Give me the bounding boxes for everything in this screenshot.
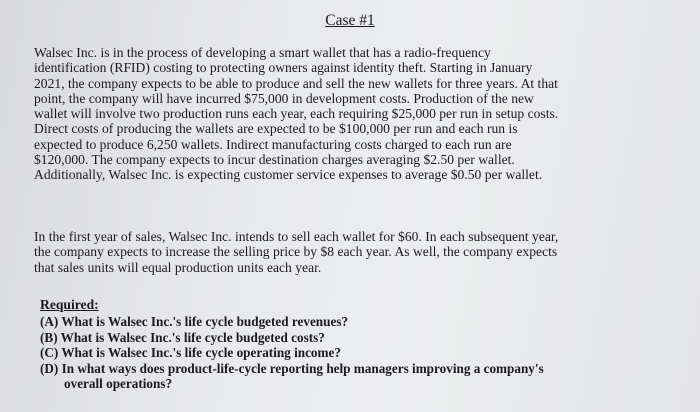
case-title: Case #1 (325, 12, 375, 29)
question-b: (B) What is Walsec Inc.'s life cycle budgeted costs? (40, 329, 325, 345)
question-d: (D) In what ways does product-life-cycle reporting help managers improving a company's (40, 360, 544, 376)
paragraph-line: Direct costs of producing the wallets are expected to be $100,000 per run and each run is (34, 121, 518, 137)
paragraph-line: In the first year of sales, Walsec Inc. intends to sell each wallet for $60. In each subsequent year, (34, 229, 559, 244)
paragraph-line: 2021, the company expects to be able to produce and sell the new wallets for three years. At that (34, 75, 558, 91)
paragraph-line: identification (RFID) costing to protecting owners against identity theft. Starting in January (34, 60, 533, 76)
paragraph-line: Additionally, Walsec Inc. is expecting customer service expenses to average $0.50 per wallet. (34, 167, 543, 183)
pricing-paragraph (34, 229, 674, 275)
question-d-continuation: overall operations? (64, 376, 173, 392)
paragraph-line: the company expects to increase the selling price by $8 each year. As well, the company expects (34, 244, 558, 260)
required-questions-list (40, 314, 680, 392)
question-c: (C) What is Walsec Inc.'s life cycle operating income? (40, 345, 341, 361)
paragraph-line: expected to produce 6,250 wallets. Indirect manufacturing costs charged to each run are (34, 136, 512, 152)
required-heading: Required: (40, 297, 99, 312)
question-a: (A) What is Walsec Inc.'s life cycle budgeted revenues? (40, 314, 349, 329)
paragraph-line: that sales units will equal production units each year. (34, 259, 322, 275)
paragraph-line: wallet will involve two production runs each year, each requiring $25,000 per run in setup costs. (34, 106, 559, 122)
case-description-paragraph (34, 45, 674, 183)
paragraph-line: Walsec Inc. is in the process of developing a smart wallet that has a radio-frequency (34, 45, 491, 60)
paragraph-line: point, the company will have incurred $75,000 in development costs. Production of the new (34, 90, 534, 106)
paragraph-line: $120,000. The company expects to incur destination charges averaging $2.50 per wallet. (34, 152, 515, 168)
